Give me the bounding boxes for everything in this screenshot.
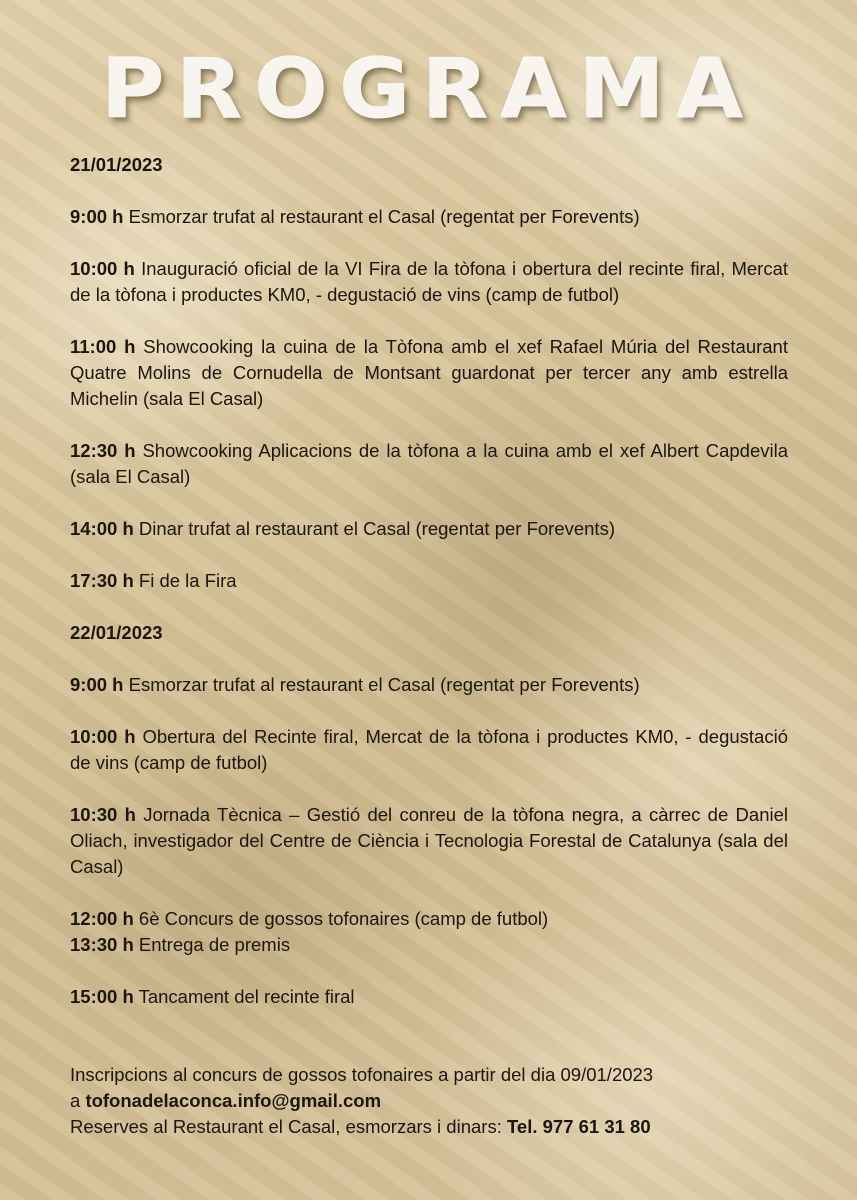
event-text: Inauguració oficial de la VI Fira de la tòfona i obertura del recinte firal, Mercat de la tòfona i productes KM0, - degustació de vins (camp de futbol) [70, 258, 788, 305]
event-item [70, 906, 788, 932]
page-title: PROGRAMA [101, 42, 756, 138]
event-time: 14:00 h [70, 518, 134, 539]
event-item [70, 204, 788, 230]
event-time: 12:00 h [70, 908, 134, 929]
event-item [70, 516, 788, 542]
contact-phone[interactable]: Tel. 977 61 31 80 [506, 1116, 651, 1137]
contact-email-link[interactable]: tofonadelaconca.info@gmail.com [85, 1090, 382, 1111]
event-time: 11:00 h [70, 336, 136, 357]
event-text: Entrega de premis [138, 934, 291, 955]
event-item [70, 724, 788, 776]
event-text: Esmorzar trufat al restaurant el Casal (regentat per Forevents) [128, 206, 640, 227]
title-area [0, 40, 857, 140]
event-time: 10:30 h [70, 804, 136, 825]
event-time: 17:30 h [70, 570, 134, 591]
footer-reservation-line [70, 1114, 788, 1140]
program-content [70, 152, 788, 1140]
event-item [70, 438, 788, 490]
event-text: Fi de la Fira [138, 570, 237, 591]
event-time: 15:00 h [70, 986, 134, 1007]
footer-registration: Inscripcions al concurs de gossos tofonaires a partir del dia 09/01/2023 [70, 1064, 654, 1085]
event-item [70, 932, 788, 958]
event-item [70, 802, 788, 880]
event-text: Showcooking Aplicacions de la tòfona a la cuina amb el xef Albert Capdevila (sala El Casal) [70, 440, 788, 487]
day2-date: 22/01/2023 [70, 622, 163, 643]
footer-email-line [70, 1088, 788, 1114]
footer-email-prefix: a [70, 1090, 81, 1111]
day1-date: 21/01/2023 [70, 154, 163, 175]
event-item [70, 334, 788, 412]
event-time: 9:00 h [70, 674, 124, 695]
event-text: Dinar trufat al restaurant el Casal (regentat per Forevents) [138, 518, 615, 539]
event-text: Esmorzar trufat al restaurant el Casal (regentat per Forevents) [128, 674, 640, 695]
event-item [70, 672, 788, 698]
event-item [70, 984, 788, 1010]
event-text: 6è Concurs de gossos tofonaires (camp de futbol) [138, 908, 549, 929]
footer-reservation-text: Reserves al Restaurant el Casal, esmorzars i dinars: [70, 1116, 502, 1137]
event-text: Obertura del Recinte firal, Mercat de la tòfona i productes KM0, - degustació de vins (camp de futbol) [70, 726, 788, 773]
event-item [70, 568, 788, 594]
event-text: Tancament del recinte firal [138, 986, 355, 1007]
event-time: 10:00 h [70, 726, 136, 747]
event-time: 9:00 h [70, 206, 124, 227]
event-item [70, 256, 788, 308]
event-time: 13:30 h [70, 934, 134, 955]
event-time: 12:30 h [70, 440, 136, 461]
event-text: Jornada Tècnica – Gestió del conreu de la tòfona negra, a càrrec de Daniel Oliach, investigador del Centre de Ciència i Tecnologia Forestal de Catalunya (sala del Casal) [70, 804, 788, 877]
event-text: Showcooking la cuina de la Tòfona amb el xef Rafael Múria del Restaurant Quatre Molins de Cornudella de Montsant guardonat per tercer any amb estrella Michelin (sala El Casal) [70, 336, 788, 409]
event-time: 10:00 h [70, 258, 135, 279]
